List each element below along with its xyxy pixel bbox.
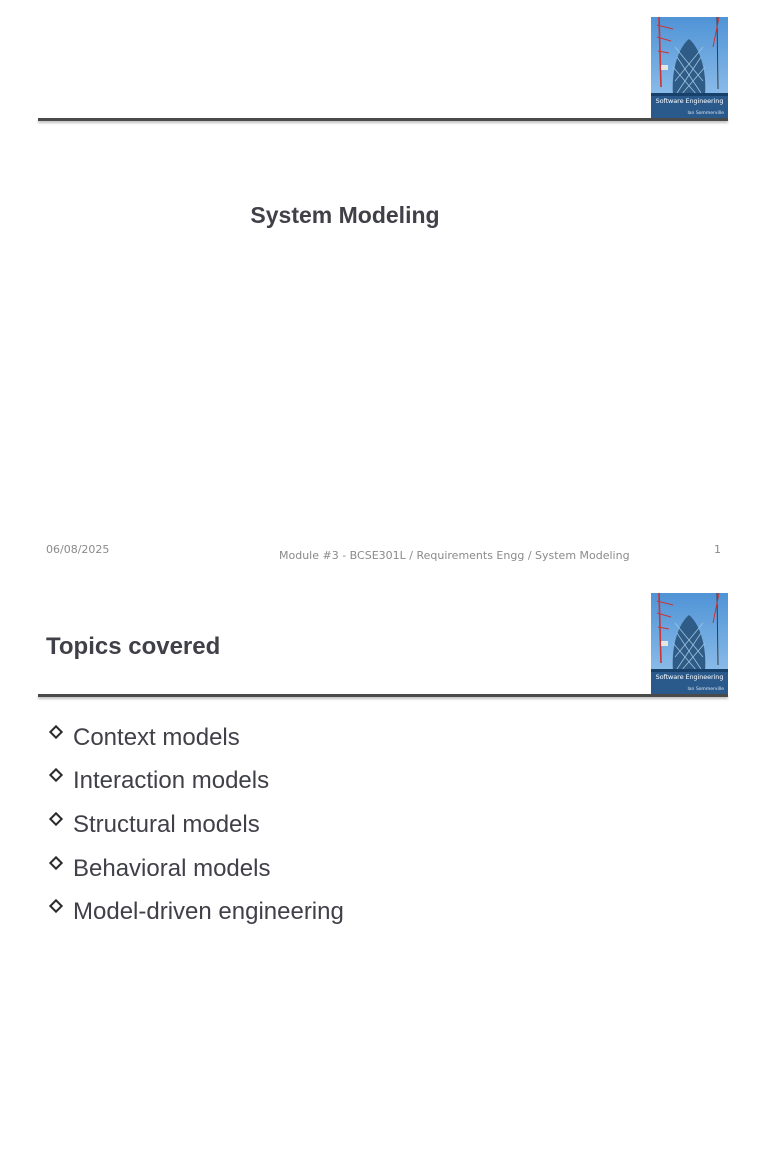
footer-date: 06/08/2025 bbox=[46, 543, 110, 556]
slide-title: System Modeling bbox=[250, 202, 440, 228]
topic-label: Structural models bbox=[73, 810, 260, 838]
header-divider bbox=[38, 694, 728, 697]
topic-label: Context models bbox=[73, 723, 240, 751]
list-item bbox=[48, 847, 344, 891]
diamond-bullet-icon bbox=[49, 856, 63, 870]
book-cover-author: Ian Sommerville bbox=[687, 111, 724, 116]
list-item bbox=[48, 890, 344, 934]
header-divider bbox=[38, 118, 728, 121]
book-cover-title: Software Engineering bbox=[655, 97, 724, 105]
slide-2 bbox=[0, 576, 768, 1152]
list-item bbox=[48, 760, 344, 804]
topic-label: Model-driven engineering bbox=[73, 898, 344, 926]
topics-list bbox=[48, 716, 344, 934]
book-cover-image bbox=[651, 593, 728, 695]
book-cover-image bbox=[651, 17, 728, 119]
footer-module-text: Module #3 - BCSE301L / Requirements Engg / System Modeling bbox=[279, 549, 630, 562]
topic-label: Interaction models bbox=[73, 767, 270, 795]
list-item bbox=[48, 803, 344, 847]
diamond-bullet-icon bbox=[49, 768, 63, 782]
diamond-bullet-icon bbox=[49, 899, 63, 913]
book-cover-title: Software Engineering bbox=[655, 673, 724, 681]
slide-number: 1 bbox=[714, 543, 721, 556]
topic-label: Behavioral models bbox=[73, 854, 271, 882]
diamond-bullet-icon bbox=[49, 812, 63, 826]
book-cover-author: Ian Sommerville bbox=[687, 687, 724, 692]
list-item bbox=[48, 716, 344, 760]
slide-title: Topics covered bbox=[46, 633, 221, 660]
diamond-bullet-icon bbox=[49, 725, 63, 739]
